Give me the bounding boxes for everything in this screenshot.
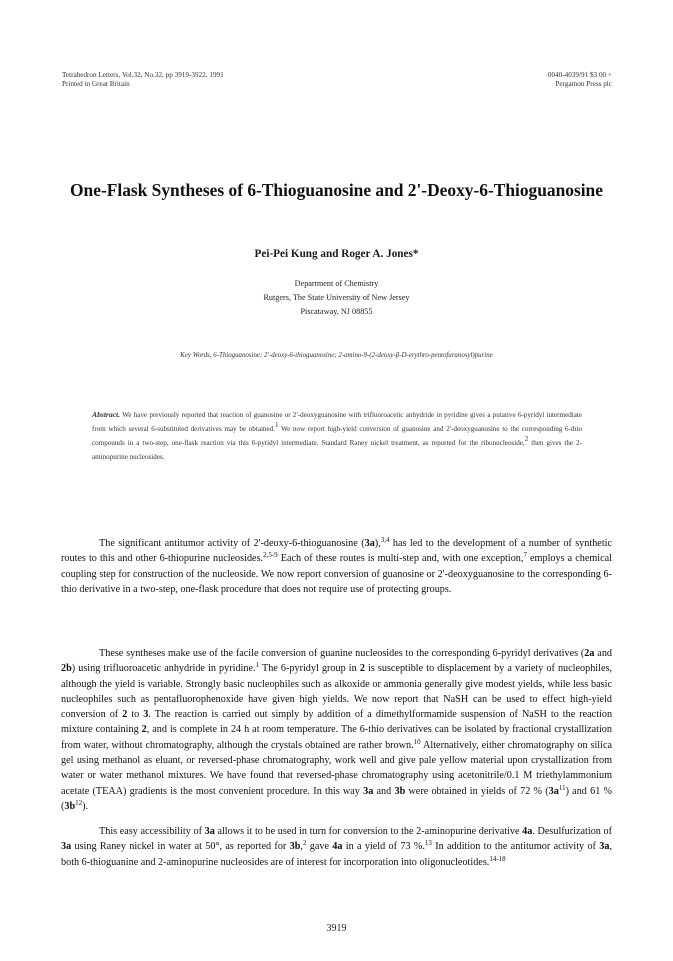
- text-run: gave: [309, 841, 329, 853]
- text-run: ),: [374, 538, 381, 549]
- body-paragraph-3: [61, 824, 612, 870]
- citation-ref: 11: [558, 783, 566, 792]
- keywords: Key Words, 6-Thioguanosine; 2'-deoxy-6-thioguanosine; 2-amino-9-(2-deoxy-β-D-erythro-pentofuranosyl)purine: [180, 352, 493, 359]
- text-run: This easy accessibility of: [99, 826, 202, 837]
- citation-ref: 7: [523, 551, 527, 560]
- affiliation-university: Rutgers, The State University of New Jersey: [263, 293, 410, 302]
- citation-ref: 12: [75, 798, 83, 807]
- compound-label: 2: [359, 663, 365, 675]
- journal-line: Tetrahedron Letters, Vol.32, No.32, pp 3919-3922, 1991: [62, 71, 224, 79]
- abstract-label: Abstract.: [92, 410, 121, 419]
- page-number: 3919: [326, 923, 347, 934]
- text-run: The significant antitumor activity of 2'-deoxy-6-thioguanosine (: [99, 538, 365, 549]
- citation-ref: 2,5-9: [263, 551, 278, 560]
- text-run: Each of these routes is multi-step and, with one exception,: [280, 553, 524, 565]
- text-run: and: [597, 648, 613, 659]
- body-paragraph-1: [61, 536, 612, 597]
- text-run: Alternatively, either chromatography on silica gel using methanol as eluant, or reversed-phase chromatography, work well and give pale yellow material upon crystallization from water or water methanol mixtures. We have found that reversed-phase chromatography using acetonitrile/0.1 M triethylammonium acetate (TEAA) gradients is the most convenient procedure. In this way: [61, 739, 613, 797]
- affiliation: [60, 277, 613, 319]
- text-run: to: [131, 709, 140, 721]
- compound-label: 3: [143, 709, 149, 721]
- publisher-line: Pergamon Press plc: [555, 80, 612, 89]
- compound-label: 3a: [548, 785, 559, 797]
- compound-label: 2: [141, 724, 147, 736]
- abstract-text: We now report high-yield conversion of guanosine and 2'-deoxyguanosine to the corresponding 6-thio compounds in a two-step, one-flask reaction via this 6-pyridyl intermediate. Standard Raney nickel treatment, as reported for the ribonucleoside,: [92, 425, 582, 447]
- abstract-text: We have previously reported that reaction of guanosine or 2'-deoxyguanosine with trifluoroacetic anhydride in pyridine gives a putative 6-pyridyl intermediate from which several 6-substituted derivatives may be obtained.: [92, 411, 582, 433]
- abstract-text: then gives the 2-aminopurine nucleosides.: [92, 439, 582, 461]
- compound-label: 2a: [584, 648, 595, 659]
- compound-label: 3a: [61, 841, 72, 853]
- citation-ref: 2: [524, 435, 529, 443]
- text-run: allows it to be used in turn for conversion to the 2-aminopurine derivative: [217, 826, 520, 837]
- compound-label: 3b: [64, 800, 76, 812]
- compound-label: 4a: [332, 841, 343, 853]
- text-run: were obtained in yields of 72 % (: [408, 785, 549, 797]
- citation-ref: 13: [424, 839, 432, 848]
- compound-label: 3a: [204, 826, 215, 837]
- text-run: ) using trifluoroacetic anhydride in pyridine.: [71, 663, 256, 675]
- text-run: , both 6-thioguanine and 2-aminopurine nucleosides are of interest for incorporation into oligonucleotides.: [61, 841, 612, 868]
- citation-ref: 3,4: [380, 536, 390, 544]
- text-run: . Desulfurization of: [532, 826, 613, 837]
- text-run: ) and 61 % (: [61, 785, 612, 812]
- citation-ref: 1: [274, 421, 279, 429]
- compound-label: 4a: [522, 826, 533, 837]
- text-run: and: [376, 785, 392, 797]
- text-run: The 6-pyridyl group in: [261, 663, 357, 675]
- printed-in-line: Printed in Great Britain: [62, 80, 130, 89]
- compound-label: 3b: [394, 785, 406, 797]
- text-run: in a yield of 73 %.: [345, 841, 425, 853]
- publisher-code: [548, 71, 612, 90]
- abstract: [92, 408, 582, 464]
- compound-label: 2b: [61, 663, 72, 675]
- text-run: has led to the development of a number of synthetic routes to this and other 6-thiopurine nucleosides.: [61, 538, 612, 565]
- affiliation-city: Piscataway, NJ 08855: [300, 307, 373, 316]
- text-run: ,: [300, 841, 303, 853]
- text-run: . The reaction is carried out simply by addition of a dimethylformamide suspension of NaSH to the reaction mixture containing: [61, 709, 613, 736]
- text-run: is susceptible to displacement by a variety of nucleophiles, although the yield is variable. Strongly basic nucleophiles such as alkoxide or ammonia generally give modest yields, while less basic nucleophiles such as pentafluorophenoxide have given high yields. We now report that NaSH can be used to effect high-yield conversion of: [61, 663, 612, 721]
- journal-citation: [62, 71, 224, 90]
- issn-price-line: 0040-4039/91 $3 00 +: [547, 71, 612, 79]
- compound-label: 3a: [599, 841, 610, 853]
- text-run: using Raney nickel in water at 50°, as reported for: [74, 841, 287, 853]
- citation-ref: 2: [302, 839, 307, 848]
- affiliation-department: Department of Chemistry: [294, 279, 379, 288]
- text-run: , and is complete in 24 h at room temperature. The 6-thio derivatives can be isolated by fractional crystallization from water, without chromatography, although the crystals obtained are rather brown.: [61, 724, 612, 751]
- compound-label: 2: [122, 709, 128, 721]
- compound-label: 3a: [363, 785, 374, 797]
- compound-label: 3b: [289, 841, 301, 853]
- paper-title: One-Flask Syntheses of 6-Thioguanosine and 2'-Deoxy-6-Thioguanosine: [70, 180, 603, 200]
- text-run: ).: [82, 800, 89, 812]
- citation-ref: 10: [413, 737, 421, 746]
- compound-label: 3a: [364, 538, 375, 549]
- citation-ref: 14-18: [489, 854, 506, 863]
- citation-ref: 1: [255, 661, 260, 670]
- text-run: employs a chemical coupling step for construction of the nucleoside. We now report conversion of guanosine or 2'-deoxyguanosine to the corresponding 6-thio derivative in a two-step, one-flask procedure that does not require use of protecting groups.: [61, 553, 612, 595]
- text-run: These syntheses make use of the facile conversion of guanine nucleosides to the corresponding 6-pyridyl derivatives (: [99, 648, 585, 659]
- text-run: In addition to the antitumor activity of: [435, 841, 596, 853]
- author-list: Pei-Pei Kung and Roger A. Jones*: [254, 248, 419, 260]
- body-paragraph-2: [61, 646, 612, 814]
